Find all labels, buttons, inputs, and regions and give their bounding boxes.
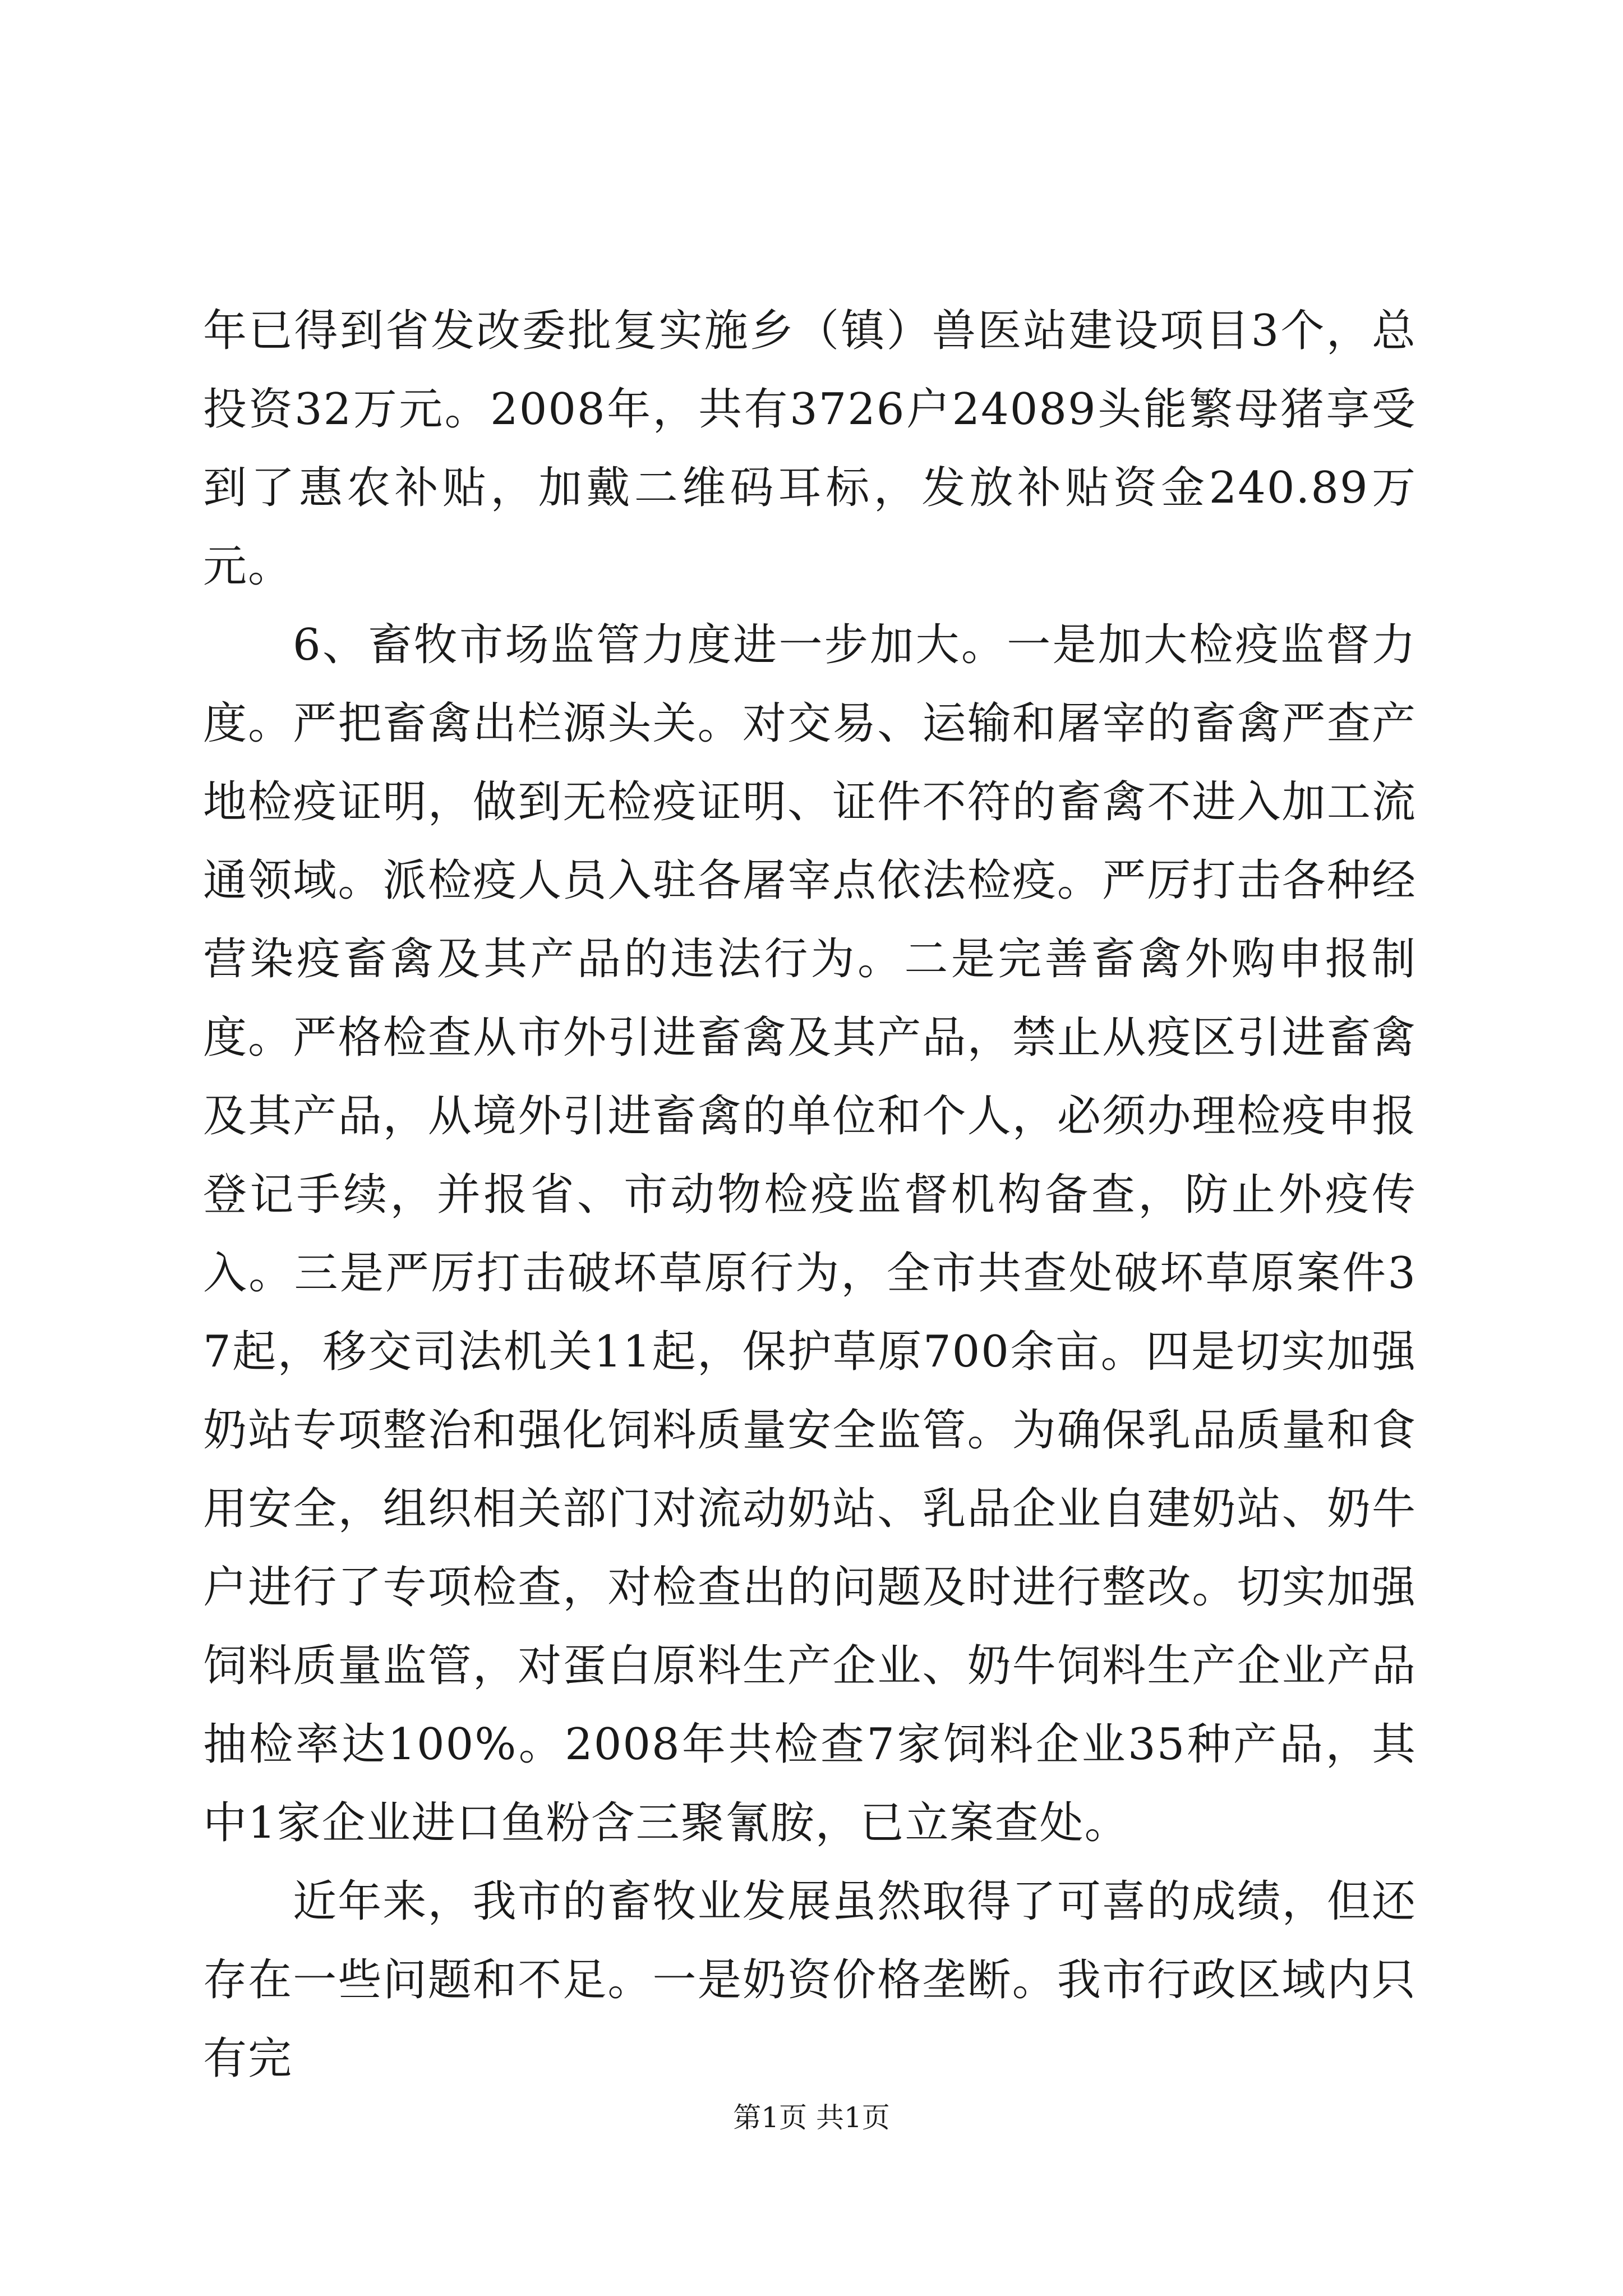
paragraph-2: 6、畜牧市场监管力度进一步加大。一是加大检疫监督力度。严把畜禽出栏源头关。对交易、运输和屠宰的畜禽严查产地检疫证明，做到无检疫证明、证件不符的畜禽不进入加工流通领域。派检疫人员入驻各屠宰点依法检疫。严厉打击各种经营染疫畜禽及其产品的违法行为。二是完善畜禽外购申报制度。严格检查从市外引进畜禽及其产品，禁止从疫区引进畜禽及其产品，从境外引进畜禽的单位和个人，必须办理检疫申报登记手续，并报省、市动物检疫监督机构备查，防止外疫传入。三是严厉打击破坏草原行为，全市共查处破坏草原案件37起，移交司法机关11起，保护草原700余亩。四是切实加强奶站专项整治和强化饲料质量安全监管。为确保乳品质量和食用安全，组织相关部门对流动奶站、乳品企业自建奶站、奶牛户进行了专项检查，对检查出的问题及时进行整改。切实加强饲料质量监管，对蛋白原料生产企业、奶牛饲料生产企业产品抽检率达100%。2008年共检查7家饲料企业35种产品，其中1家企业进口鱼粉含三聚氰胺，已立案查处。 [203, 620, 1417, 1848]
document-body [203, 292, 1417, 2098]
page-footer: 第1页 共1页 [733, 2101, 890, 2134]
paragraph-3: 近年来，我市的畜牧业发展虽然取得了可喜的成绩，但还存在一些问题和不足。一是奶资价格垄断。我市行政区域内只有完 [203, 1876, 1417, 2084]
paragraph-1: 年已得到省发改委批复实施乡（镇）兽医站建设项目3个，总投资32万元。2008年，共有3726户24089头能繁母猪享受到了惠农补贴，加戴二维码耳标，发放补贴资金240.89万元。 [203, 306, 1417, 592]
